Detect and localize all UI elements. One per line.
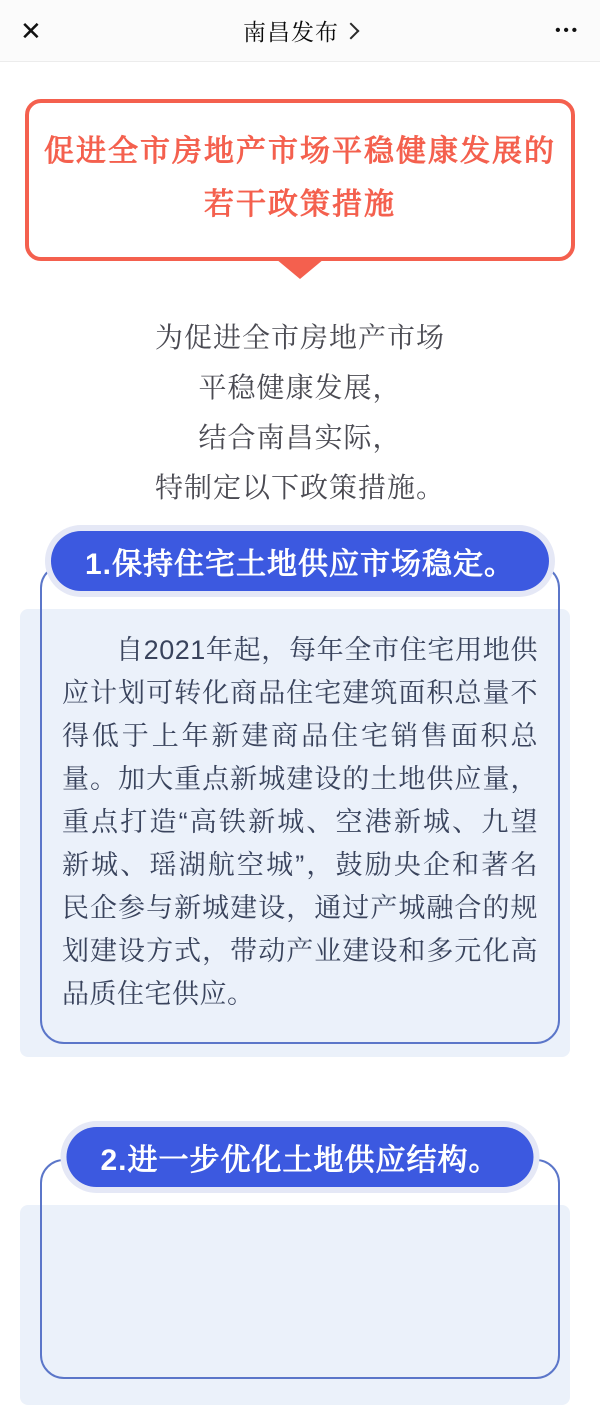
section-1-heading-pill: 1.保持住宅土地供应市场稳定。	[51, 531, 549, 591]
policy-section-2	[0, 1127, 600, 1180]
chevron-right-icon	[343, 23, 360, 40]
policy-section-1	[0, 531, 600, 1057]
account-title[interactable]	[0, 0, 600, 61]
intro-line: 特制定以下政策措施。	[154, 472, 445, 503]
intro-line: 为促进全市房地产市场	[154, 322, 445, 353]
intro-line: 结合南昌实际，	[198, 422, 402, 453]
banner-arrow-down-icon	[276, 259, 324, 279]
topbar	[0, 0, 600, 62]
page-title: 南昌发布	[243, 19, 339, 45]
banner-title-line2: 若干政策措施	[204, 188, 396, 221]
section-2-heading-pill: 2.进一步优化土地供应结构。	[66, 1127, 533, 1187]
section-1-body-text: 自2021年起，每年全市住宅用地供应计划可转化商品住宅建筑面积总量不得低于上年新建商品住宅销售面积总量。加大重点新城建设的土地供应量，重点打造“高铁新城、空港新城、九望新城、瑶湖航空城”，鼓励央企和著名民企参与新城建设，通过产城融合的规划建设方式，带动产业建设和多元化高品质住宅供应。	[62, 635, 538, 1009]
banner-title-line1: 促进全市房地产市场平稳健康发展的	[44, 135, 556, 168]
intro-paragraph	[0, 313, 600, 513]
document-title-banner	[25, 99, 575, 261]
more-menu-icon[interactable]: •••	[555, 22, 580, 39]
section-border-box	[40, 1159, 560, 1379]
close-icon[interactable]: ✕	[20, 15, 42, 46]
intro-line: 平稳健康发展，	[198, 372, 402, 403]
